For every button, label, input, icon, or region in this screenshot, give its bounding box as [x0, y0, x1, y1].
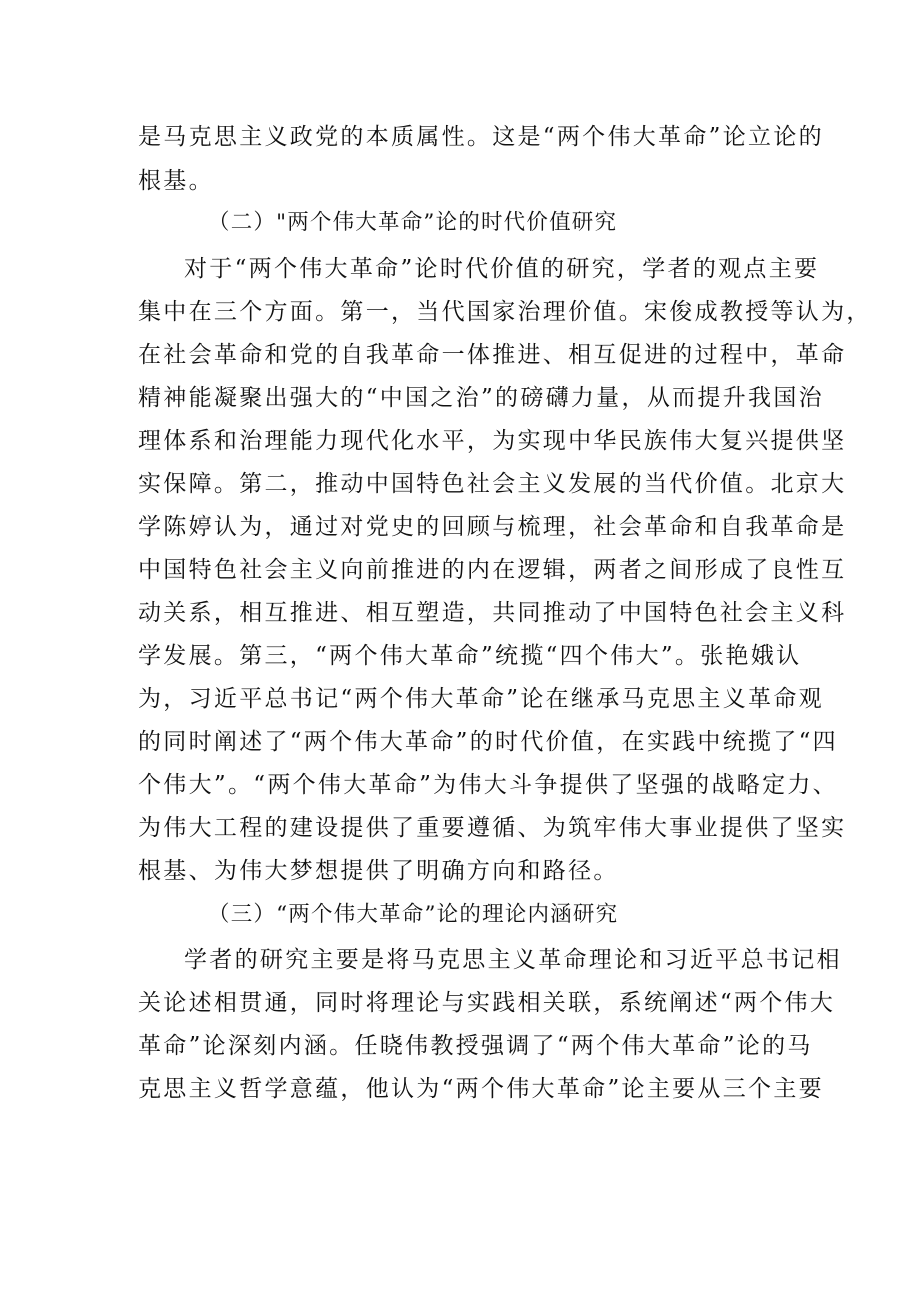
body-text-line: 在社会革命和党的自我革命一体推进、相互促进的过程中，革命	[138, 342, 847, 368]
section-heading-3: （三）“两个伟大革命”论的理论内涵研究	[208, 902, 619, 927]
paragraph-start-line: 学者的研究主要是将马克思主义革命理论和习近平总书记相	[184, 947, 842, 973]
body-text-line: 动关系，相互推进、相互塑造，共同推动了中国特色社会主义科	[138, 600, 847, 626]
body-text-line: 精神能凝聚出强大的“中国之治”的磅礴力量，从而提升我国治	[138, 385, 824, 411]
body-text-line: 个伟大”。“两个伟大革命”为伟大斗争提供了坚强的战略定力、	[138, 772, 838, 798]
paragraph-start-line: 对于“两个伟大革命”论时代价值的研究，学者的观点主要	[184, 256, 820, 282]
body-text-line: 是马克思主义政党的本质属性。这是“两个伟大革命”论立论的	[138, 124, 824, 150]
body-text-line: 关论述相贯通，同时将理论与实践相关联，系统阐述“两个伟大	[138, 990, 836, 1016]
body-text-line: 集中在三个方面。第一，当代国家治理价值。宋俊成教授等认为，	[138, 299, 872, 325]
body-text-line: 根基。	[138, 168, 214, 194]
body-text-line: 革命”论深刻内涵。任晓伟教授强调了“两个伟大革命”论的马	[138, 1033, 813, 1059]
body-text-line: 学陈婷认为，通过对党史的回顾与梳理，社会革命和自我革命是	[138, 514, 847, 540]
body-text-line: 为，习近平总书记“两个伟大革命”论在继承马克思主义革命观	[138, 686, 824, 712]
body-text-line: 为伟大工程的建设提供了重要遵循、为筑牢伟大事业提供了坚实	[138, 815, 847, 841]
body-text-line: 中国特色社会主义向前推进的内在逻辑，两者之间形成了良性互	[138, 557, 847, 583]
body-text-line: 学发展。第三，“两个伟大革命”统揽“四个伟大”。张艳娥认	[138, 643, 802, 669]
section-heading-2: （二）"两个伟大革命”论的时代价值研究	[208, 210, 618, 235]
body-text-line: 根基、为伟大梦想提供了明确方向和路径。	[138, 858, 619, 884]
body-text-line: 理体系和治理能力现代化水平，为实现中华民族伟大复兴提供坚	[138, 428, 847, 454]
body-text-line: 的同时阐述了“两个伟大革命”的时代价值，在实践中统揽了“四	[138, 729, 838, 755]
body-text-line: 克思主义哲学意蕴，他认为“两个伟大革命”论主要从三个主要	[138, 1076, 824, 1102]
body-text-line: 实保障。第二，推动中国特色社会主义发展的当代价值。北京大	[138, 471, 847, 497]
